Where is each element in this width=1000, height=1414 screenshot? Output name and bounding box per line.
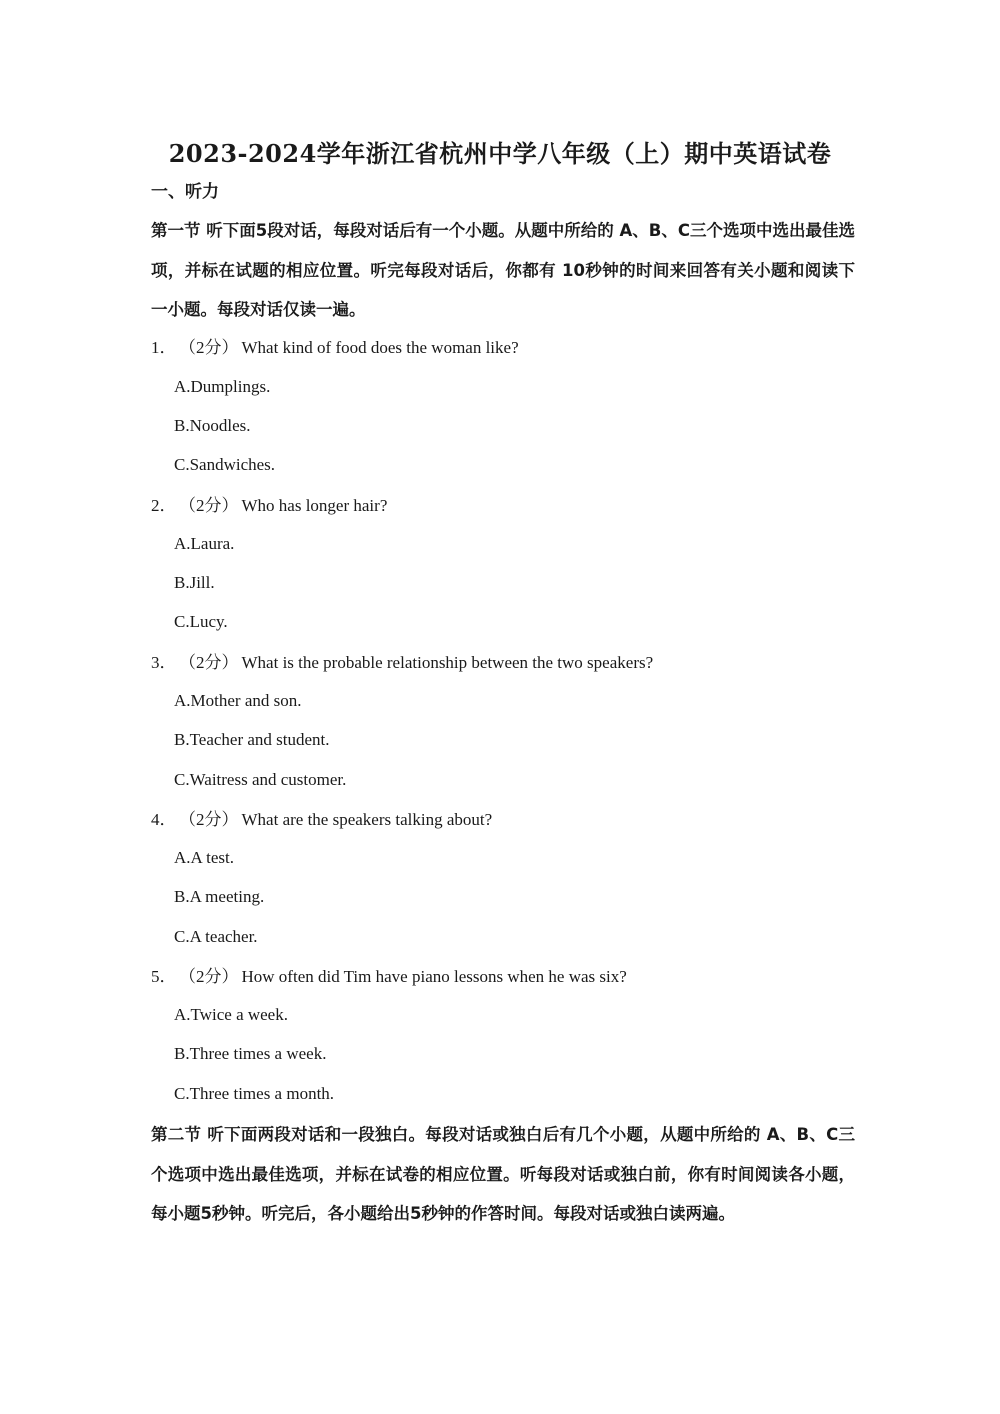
question-4 [151, 806, 492, 834]
question-2-option-b: B.Jill. [174, 573, 215, 592]
question-number: 5． [151, 967, 177, 986]
question-text: What kind of food does the woman like? [241, 338, 519, 357]
question-points: （2分） [179, 338, 239, 357]
question-number: 4． [151, 810, 177, 829]
part2-instructions: 第二节 听下面两段对话和一段独白。每段对话或独白后有几个小题，从题中所给的 A、B、C三个选项中选出最佳选项，并标在试卷的相应位置。听每段对话或独白前，你有时间阅读各小题，每小题5秒钟。听完后，各小题给出5秒钟的作答时间。每段对话或独白读两遍。 [151, 1125, 855, 1223]
question-3 [151, 649, 653, 677]
question-number: 1． [151, 338, 177, 357]
question-points: （2分） [179, 496, 239, 515]
question-points: （2分） [179, 810, 239, 829]
question-5 [151, 963, 627, 991]
question-2-option-a: A.Laura. [174, 534, 235, 553]
question-number: 2． [151, 496, 177, 515]
question-points: （2分） [179, 653, 239, 672]
part1-instructions: 第一节 听下面5段对话，每段对话后有一个小题。从题中所给的 A、B、C三个选项中选出最佳选项，并标在试题的相应位置。听完每段对话后，你都有 10秒钟的时间来回答有关小题和阅读下一小题。每段对话仅读一遍。 [151, 221, 855, 319]
question-5-option-a: A.Twice a week. [174, 1005, 288, 1024]
question-4-option-c: C.A teacher. [174, 927, 258, 946]
question-4-option-a: A.A test. [174, 848, 234, 867]
question-2 [151, 492, 387, 520]
question-1-option-a: A.Dumplings. [174, 377, 271, 396]
question-5-option-c: C.Three times a month. [174, 1084, 335, 1103]
question-2-option-c: C.Lucy. [174, 612, 228, 631]
question-text: Who has longer hair? [241, 496, 388, 515]
question-3-option-c: C.Waitress and customer. [174, 770, 347, 789]
question-4-option-b: B.A meeting. [174, 887, 265, 906]
question-1-option-b: B.Noodles. [174, 416, 251, 435]
exam-title: 2023-2024学年浙江省杭州中学八年级（上）期中英语试卷 [168, 139, 832, 168]
question-text: What are the speakers talking about? [241, 810, 493, 829]
question-text: How often did Tim have piano lessons when he was six? [241, 967, 627, 986]
question-number: 3． [151, 653, 177, 672]
question-1-option-c: C.Sandwiches. [174, 455, 276, 474]
section-heading-listening: 一、听力 [151, 182, 219, 202]
question-3-option-b: B.Teacher and student. [174, 730, 330, 749]
question-5-option-b: B.Three times a week. [174, 1044, 327, 1063]
question-points: （2分） [179, 967, 239, 986]
question-text: What is the probable relationship between the two speakers? [241, 653, 654, 672]
question-3-option-a: A.Mother and son. [174, 691, 302, 710]
question-1 [151, 334, 519, 362]
